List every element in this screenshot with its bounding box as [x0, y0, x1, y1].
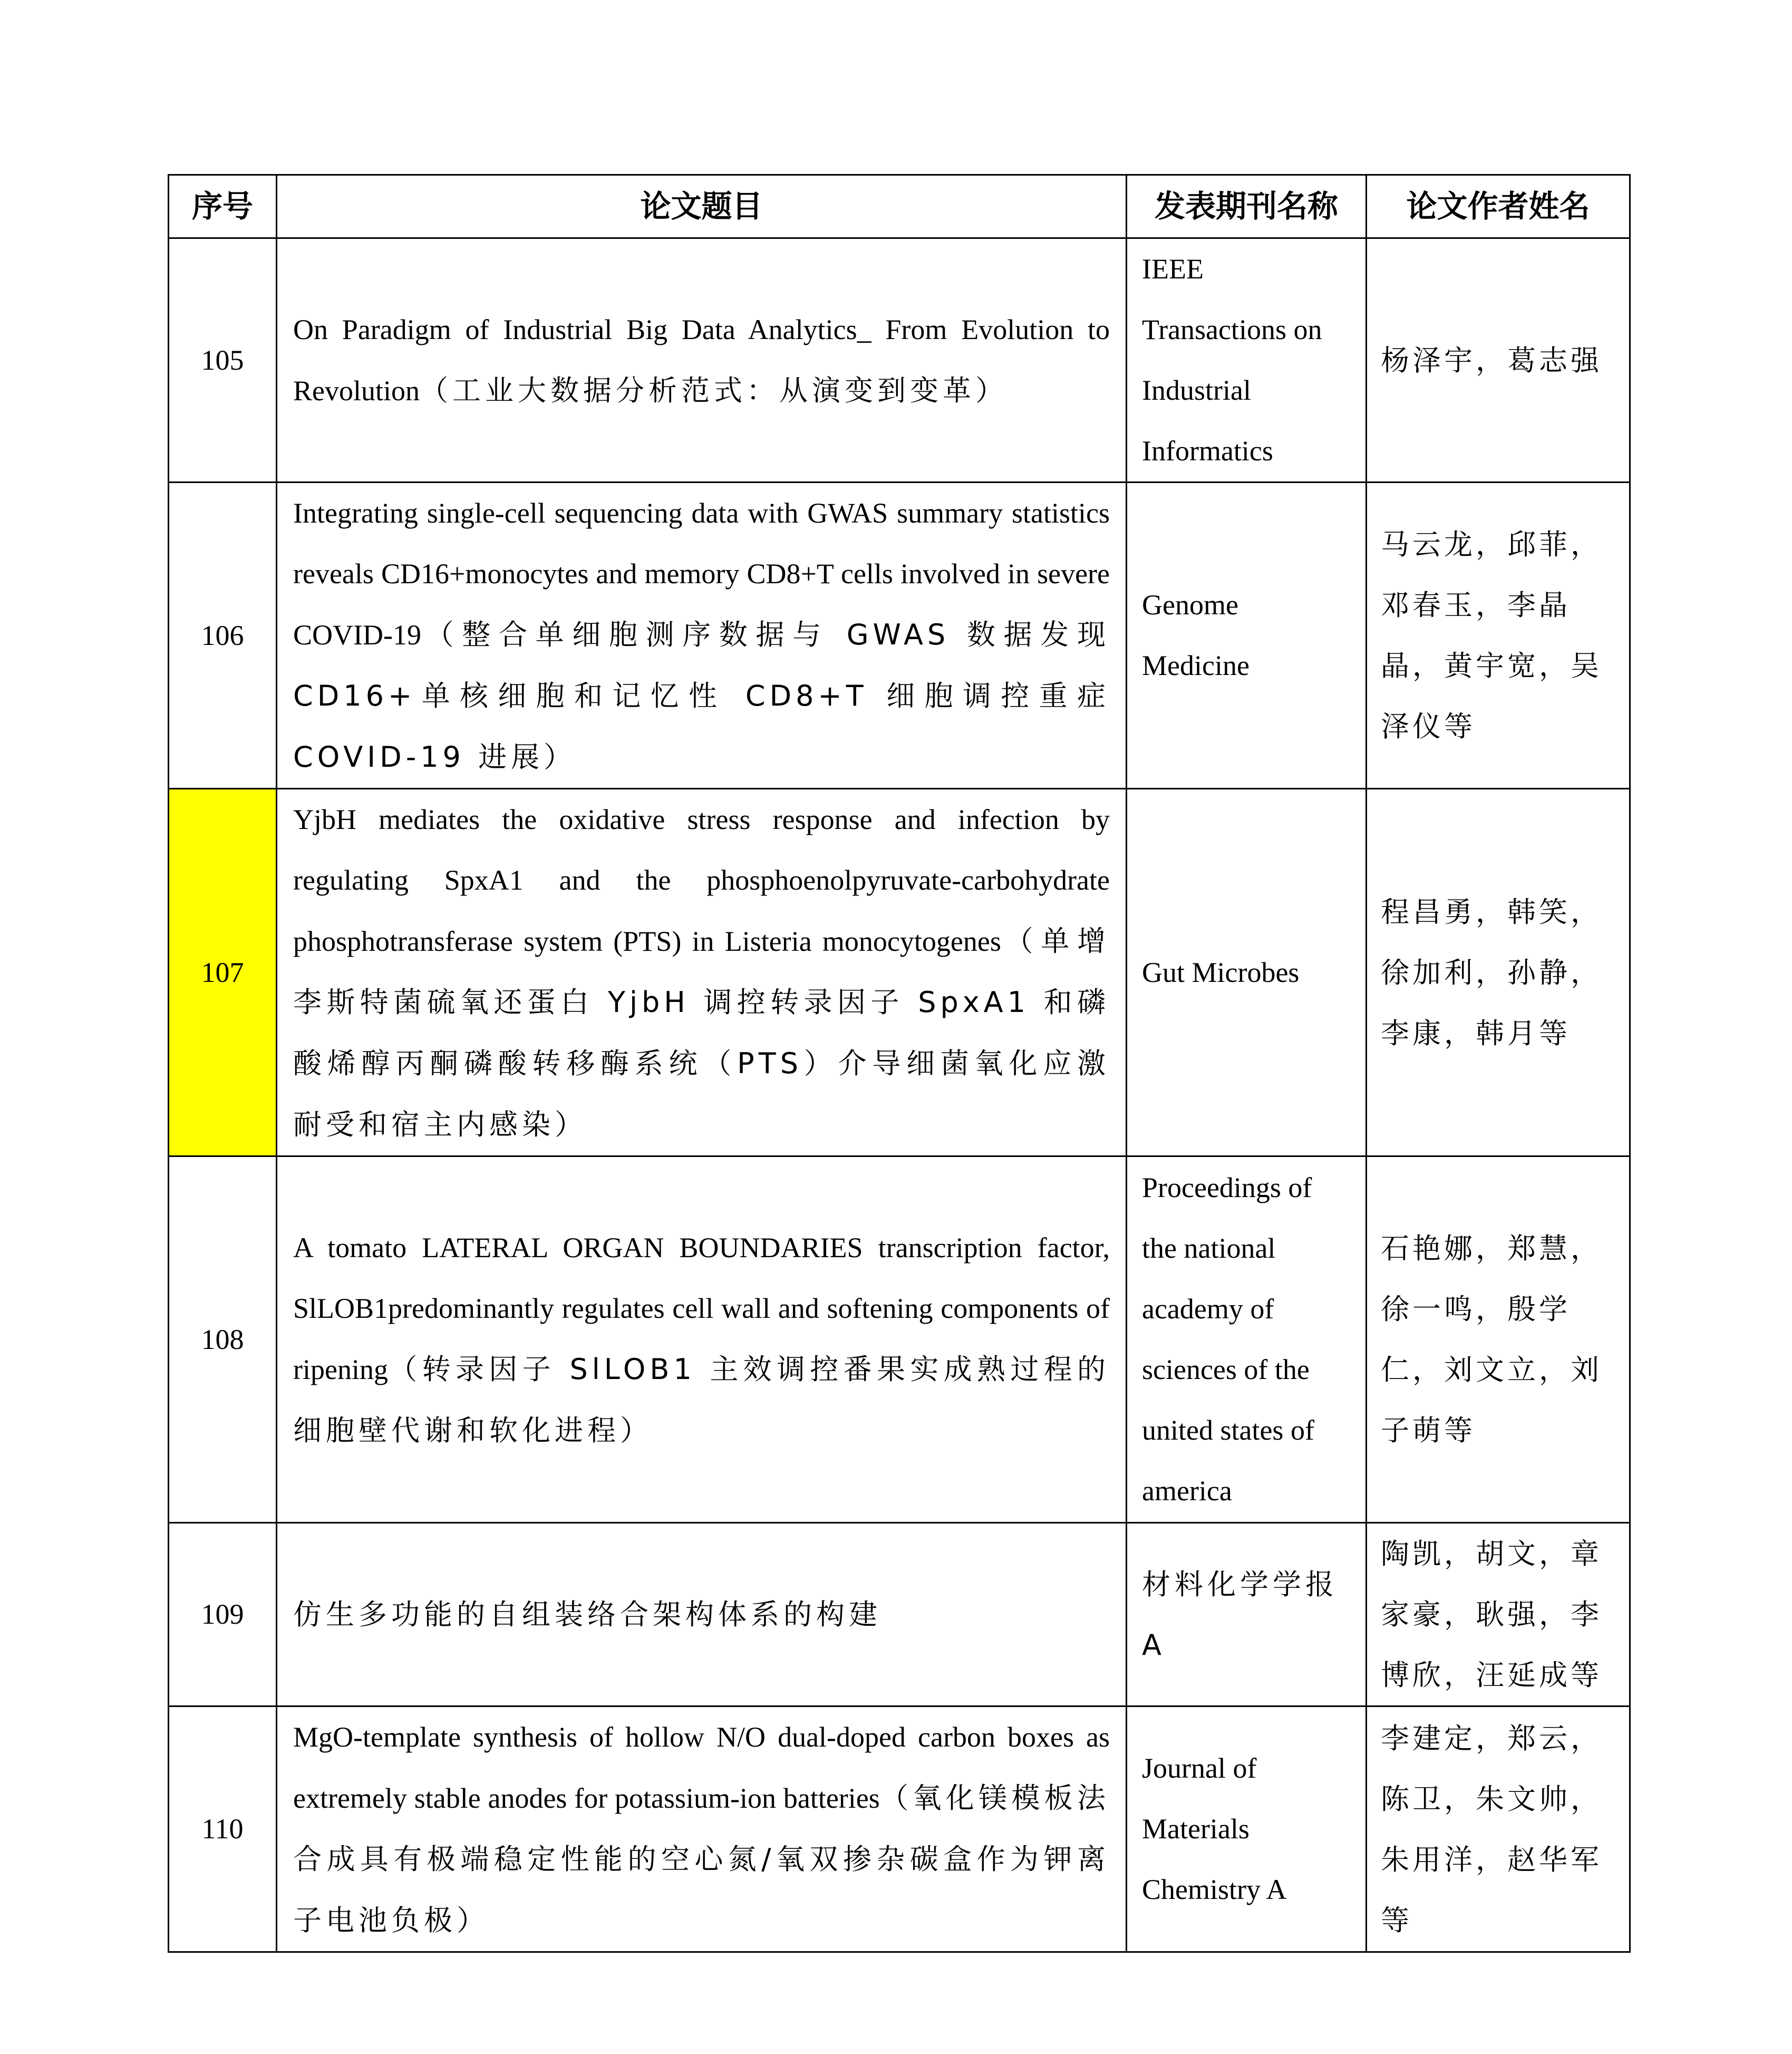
- paper-title-zh: （转录因子 SlLOB1 主效调控番果实成熟过程的细胞壁代谢和软化进程）: [293, 1353, 1110, 1447]
- author-names: 陶凯，胡文，章家豪，耿强，李博欣，汪延成等: [1367, 1523, 1630, 1706]
- header-journal: 发表期刊名称: [1127, 175, 1367, 238]
- paper-title: [277, 789, 1127, 1156]
- paper-title: [277, 238, 1127, 483]
- journal-name: Journal of Materials Chemistry A: [1127, 1706, 1367, 1952]
- journal-name: Genome Medicine: [1127, 483, 1367, 789]
- paper-title-en: Integrating single-cell sequencing data with GWAS summary statistics reveals CD16+monocytes and memory CD8+T cells involved in severe COVID-19: [293, 497, 1110, 651]
- header-no: 序号: [169, 175, 277, 238]
- author-names: 石艳娜，郑慧，徐一鸣，殷学仁，刘文立，刘子萌等: [1367, 1156, 1630, 1523]
- author-names: 程昌勇，韩笑，徐加利，孙静，李康，韩月等: [1367, 789, 1630, 1156]
- row-number-highlighted: 107: [169, 789, 277, 1156]
- journal-name: 材料化学学报 A: [1127, 1523, 1367, 1706]
- author-names: 李建定，郑云，陈卫，朱文帅，朱用洋，赵华军等: [1367, 1706, 1630, 1952]
- paper-title-en: On Paradigm of Industrial Big Data Analytics_ From Evolution to Revolution: [293, 313, 1110, 407]
- paper-title-zh: （整合单细胞测序数据与 GWAS 数据发现 CD16+单核细胞和记忆性 CD8+T 细胞调控重症 COVID-19 进展）: [293, 618, 1110, 774]
- paper-title-zh: （单增李斯特菌硫氧还蛋白 YjbH 调控转录因子 SpxA1 和磷酸烯醇丙酮磷酸转移酶系统（PTS）介导细菌氧化应激耐受和宿主内感染）: [293, 924, 1110, 1141]
- paper-title: [277, 1706, 1127, 1952]
- paper-title-en: MgO-template synthesis of hollow N/O dual-doped carbon boxes as extremely stable anodes for potassium-ion batteries: [293, 1721, 1110, 1814]
- journal-name: IEEE Transactions on Industrial Informatics: [1127, 238, 1367, 483]
- paper-title-zh: （氧化镁模板法合成具有极端稳定性能的空心氮/氧双掺杂碳盒作为钾离子电池负极）: [293, 1781, 1110, 1937]
- table-row: [169, 1523, 1630, 1706]
- author-names: 马云龙，邱菲，邓春玉，李晶晶，黄宇宽，吴泽仪等: [1367, 483, 1630, 789]
- paper-title-zh: （工业大数据分析范式：从演变到变革）: [420, 373, 1008, 407]
- paper-title-zh: 仿生多功能的自组装络合架构体系的构建: [293, 1597, 882, 1631]
- row-number: 106: [169, 483, 277, 789]
- paper-title: [277, 1523, 1127, 1706]
- row-number: 110: [169, 1706, 277, 1952]
- paper-title: [277, 483, 1127, 789]
- journal-name: Proceedings of the national academy of sciences of the united states of america: [1127, 1156, 1367, 1523]
- table-row: [169, 238, 1630, 483]
- journal-name: Gut Microbes: [1127, 789, 1367, 1156]
- table-row: [169, 1706, 1630, 1952]
- row-number: 105: [169, 238, 277, 483]
- paper-title-en: A tomato LATERAL ORGAN BOUNDARIES transcription factor, SlLOB1predominantly regulates cell wall and softening components of ripening: [293, 1232, 1110, 1385]
- table-row: [169, 1156, 1630, 1523]
- header-title: 论文题目: [277, 175, 1127, 238]
- header-authors: 论文作者姓名: [1367, 175, 1630, 238]
- paper-title-en: YjbH mediates the oxidative stress response and infection by regulating SpxA1 and the phosphoenolpyruvate-carbohydrate phosphotransferase system (PTS) in Listeria monocytogenes: [293, 804, 1110, 957]
- header-row: [169, 175, 1630, 238]
- table-row: [169, 483, 1630, 789]
- paper-title: [277, 1156, 1127, 1523]
- row-number: 108: [169, 1156, 277, 1523]
- papers-table: [168, 174, 1631, 1953]
- table-row: [169, 789, 1630, 1156]
- row-number: 109: [169, 1523, 277, 1706]
- author-names: 杨泽宇，葛志强: [1367, 238, 1630, 483]
